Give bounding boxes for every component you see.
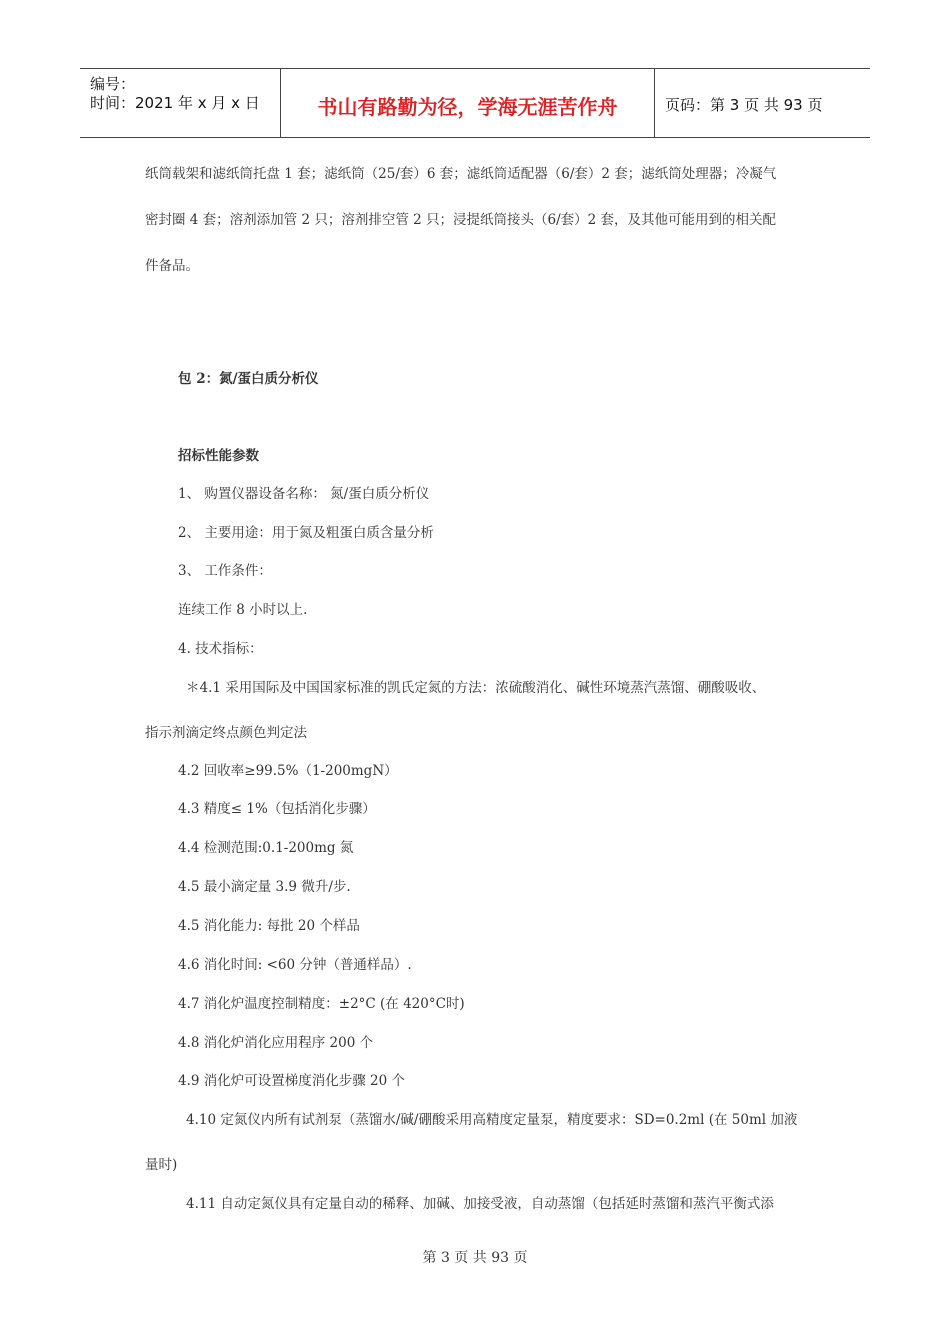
header-motto: 书山有路勤为径，学海无涯苦作舟 xyxy=(317,95,618,119)
header-left-cell xyxy=(80,69,281,137)
spec-item: 4.11 自动定氮仪具有定量自动的稀释、加碱、加接受液，自动蒸馏（包括延时蒸馏和蒸汽平衡式添 xyxy=(186,1196,774,1212)
document-number-label: 编号： xyxy=(90,75,136,93)
section-title: 招标性能参数 xyxy=(178,448,259,464)
spec-item: ＊4.1 采用国际及中国国家标准的凯氏定氮的方法：浓硫酸消化、碱性环境蒸汽蒸馏、硼酸吸收、 xyxy=(186,680,766,696)
header-right-cell xyxy=(655,69,870,137)
spec-item: 指示剂滴定终点颜色判定法 xyxy=(145,725,307,741)
spec-item: 4.4 检测范围:0.1-200mg 氮 xyxy=(178,840,354,856)
spec-item: 4.7 消化炉温度控制精度：±2°C (在 420°C时) xyxy=(178,996,465,1012)
spec-item: 4.9 消化炉可设置梯度消化步骤 20 个 xyxy=(178,1073,406,1089)
spec-item: 2、 主要用途：用于氮及粗蛋白质含量分析 xyxy=(178,525,434,541)
spec-item: 4.5 消化能力: 每批 20 个样品 xyxy=(178,918,360,934)
spec-item: 4. 技术指标： xyxy=(178,641,263,657)
spec-item: 4.8 消化炉消化应用程序 200 个 xyxy=(178,1035,374,1051)
header-page-label: 页码：第 3 页 共 93 页 xyxy=(665,96,823,114)
intro-line: 件备品。 xyxy=(145,258,199,274)
intro-line: 纸筒载架和滤纸筒托盘 1 套；滤纸筒（25/套）6 套；滤纸筒适配器（6/套）2 套；滤纸筒处理器；冷凝气 xyxy=(145,166,777,182)
intro-line: 密封圈 4 套；溶剂添加管 2 只；溶剂排空管 2 只；浸提纸筒接头（6/套）2 套，及其他可能用到的相关配 xyxy=(145,212,777,228)
spec-item: 4.2 回收率≥99.5%（1-200mgN） xyxy=(178,763,398,779)
document-time-label: 时间：2021 年 x 月 x 日 xyxy=(90,94,260,112)
spec-item: 量时) xyxy=(145,1157,178,1173)
spec-item: 4.5 最小滴定量 3.9 微升/步. xyxy=(178,879,351,895)
package-title: 包 2：氮/蛋白质分析仪 xyxy=(178,371,319,387)
spec-item: 1、 购置仪器设备名称： 氮/蛋白质分析仪 xyxy=(178,486,430,502)
spec-item: 3、 工作条件： xyxy=(178,563,272,579)
spec-item: 4.3 精度≤ 1%（包括消化步骤） xyxy=(178,801,376,817)
spec-item: 4.6 消化时间: <60 分钟（普通样品）. xyxy=(178,957,412,973)
spec-item: 4.10 定氮仪内所有试剂泵（蒸馏水/碱/硼酸采用高精度定量泵，精度要求：SD=0.2ml (在 50ml 加液 xyxy=(186,1112,798,1128)
page-header xyxy=(80,68,870,138)
header-middle-cell xyxy=(281,69,655,137)
spec-item: 连续工作 8 小时以上. xyxy=(178,602,308,618)
page-footer: 第 3 页 共 93 页 xyxy=(422,1250,528,1266)
